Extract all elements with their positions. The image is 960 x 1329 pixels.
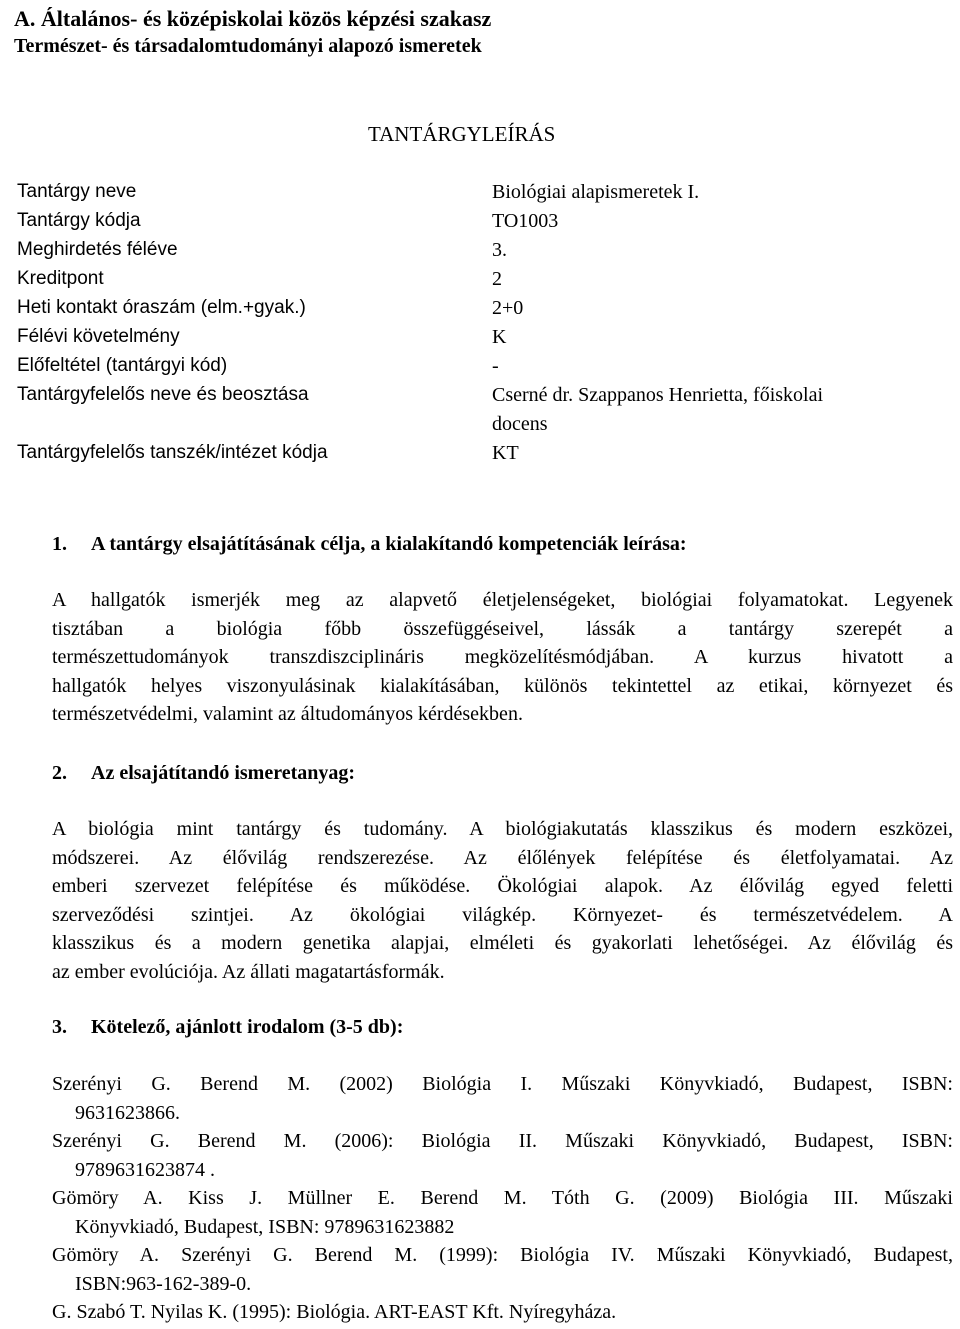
info-label: Tantárgy kódja (17, 210, 141, 231)
info-value: 2 (492, 268, 502, 290)
reference-item (52, 1184, 953, 1241)
info-label: Előfeltétel (tantárgyi kód) (17, 355, 228, 376)
info-label: Heti kontakt óraszám (elm.+gyak.) (17, 297, 306, 318)
paragraph-line: klasszikus és a modern genetika alapjai, elméleti és gyakorlati lehetőségei. Az élővilág és (52, 932, 953, 955)
paragraph-line: módszerei. Az élővilág rendszerezése. Az élőlények felépítése és életfolyamatai. Az (52, 846, 953, 869)
paragraph-line: természetvédelmi, valamint az áltudományos kérdésekben. (52, 703, 523, 726)
paragraph-line: A hallgatók ismerjék meg az alapvető életjelenségeket, biológiai folyamatokat. Legyenek (52, 589, 953, 611)
reference-line: 9631623866. (75, 1101, 180, 1124)
info-label: Tantárgy neve (17, 181, 137, 202)
reference-line: Gömöry A. Szerényi G. Berend M. (1999): Biológia IV. Műszaki Könyvkiadó, Budapest, (52, 1244, 953, 1266)
paragraph-line: tisztában a biológia főbb összefüggéseivel, lássák a tantárgy szerepét a (52, 617, 953, 640)
section2-heading: Az elsajátítandó ismeretanyag: (91, 762, 356, 784)
info-value: TO1003 (492, 210, 559, 232)
section1-number: 1. (52, 533, 67, 555)
info-value: 3. (492, 239, 507, 261)
info-value: Biológiai alapismeretek I. (492, 181, 700, 203)
reference-line: Gömöry A. Kiss J. Müllner E. Berend M. Tóth G. (2009) Biológia III. Műszaki (52, 1187, 953, 1209)
section-subtitle: Természet- és társadalomtudományi alapozó ismeretek (14, 35, 482, 57)
info-value: KT (492, 442, 519, 464)
reference-line: Szerényi G. Berend M. (2006): Biológia II. Műszaki Könyvkiadó, Budapest, ISBN: (52, 1130, 953, 1152)
paragraph-line: emberi szervezet felépítése és működése. Ökológiai alapok. Az élővilág egyed feletti (52, 875, 953, 898)
reference-item (52, 1241, 953, 1298)
info-value: - (492, 355, 499, 377)
reference-item (52, 1127, 953, 1184)
paragraph-line: A biológia mint tantárgy és tudomány. A biológiakutatás klasszikus és modern eszközei, (52, 818, 953, 840)
section3-heading: Kötelező, ajánlott irodalom (3-5 db): (91, 1016, 404, 1038)
info-label: Meghirdetés féléve (17, 239, 178, 260)
doc-title: TANTÁRGYLEÍRÁS (368, 122, 556, 146)
paragraph-line: szerveződési szintjei. Az ökológiai világkép. Környezet- és természetvédelem. A (52, 903, 953, 926)
paragraph-line: természettudományok transzdiszciplináris megközelítésmódjában. A kurzus hivatott a (52, 646, 953, 669)
section-title: A. Általános- és középiskolai közös képzési szakasz (14, 6, 492, 31)
info-label: Félévi követelmény (17, 326, 180, 347)
info-value-cont: docens (492, 413, 548, 435)
paragraph-line: hallgatók helyes viszonyulásinak kialakításában, különös tekintettel az etikai, környezet és (52, 674, 953, 697)
info-value: 2+0 (492, 297, 524, 319)
section2-number: 2. (52, 762, 67, 784)
paragraph-line: az ember evolúciója. Az állati magatartásformák. (52, 960, 445, 983)
info-label: Tantárgyfelelős tanszék/intézet kódja (17, 442, 328, 463)
section3-number: 3. (52, 1016, 67, 1038)
info-label: Tantárgyfelelős neve és beosztása (17, 384, 309, 405)
reference-item (52, 1070, 953, 1127)
reference-line: G. Szabó T. Nyilas K. (1995): Biológia. ART-EAST Kft. Nyíregyháza. (52, 1301, 617, 1323)
reference-line: Szerényi G. Berend M. (2002) Biológia I. Műszaki Könyvkiadó, Budapest, ISBN: (52, 1073, 953, 1095)
info-value: K (492, 326, 507, 348)
info-label: Kreditpont (17, 268, 104, 289)
reference-line: ISBN:963-162-389-0. (75, 1272, 252, 1295)
reference-item (52, 1298, 953, 1327)
section2-body (52, 815, 953, 987)
reference-line: 9789631623874 . (75, 1158, 215, 1181)
info-value: Cserné dr. Szappanos Henrietta, főiskolai (492, 384, 824, 406)
reference-line: Könyvkiadó, Budapest, ISBN: 9789631623882 (75, 1215, 455, 1238)
section1-heading: A tantárgy elsajátításának célja, a kialakítandó kompetenciák leírása: (91, 533, 687, 555)
section1-body (52, 586, 953, 729)
